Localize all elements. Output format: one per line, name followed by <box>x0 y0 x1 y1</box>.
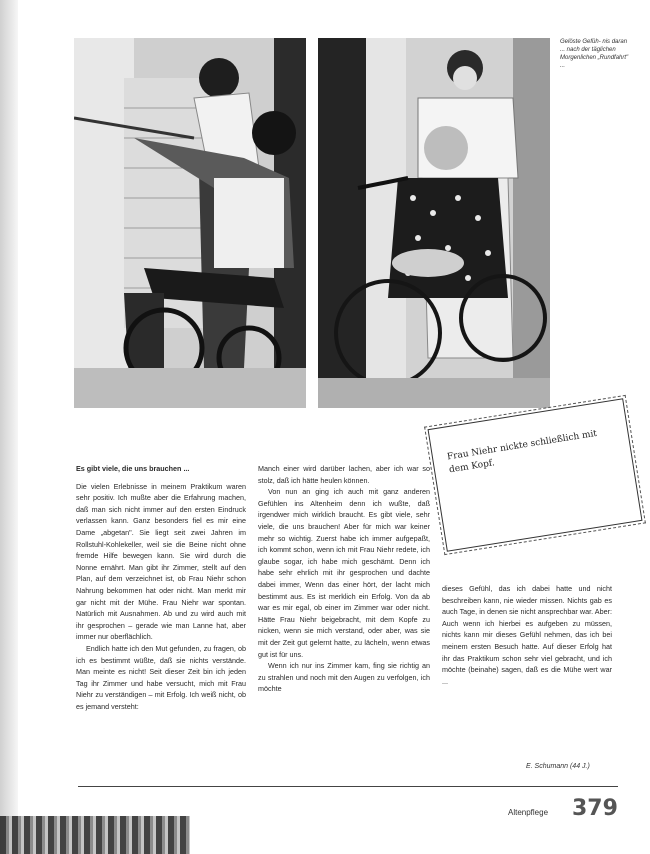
paragraph: Endlich hatte ich den Mut gefunden, zu fragen, ob ich es bestimmt wüßte, daß sie nichts verstände. Man meinte es nicht! Seit dieser Zeit bin ich jeden Tag ihr Zimmer und habe versucht, mich mit Frau Niehr zu verständigen – mit Erfolg. Ich weiß nicht, ob es jemand versteht: <box>76 643 246 711</box>
paragraph: Manch einer wird darüber lachen, aber ich war so stolz, daß ich hätte heulen können. <box>258 464 430 485</box>
text-column-3 <box>442 583 612 687</box>
photo-right-illustration <box>318 38 550 408</box>
paragraph: dieses Gefühl, das ich dabei hatte und nicht beschreiben kann, nie wieder missen. Nichts gab es auch Tage, in denen sie nicht ansprechbar war. Aber: Auch wenn ich hierbei es aufgeben zu müssen, nichts kann mir dieses Gefühl nehmen, das ich bei meinem ersten Besuch hatte. Auf dieser Erfolg hat ihr das Praktikum schon sehr viel gebracht, und ich möchte (beinahe) sagen, daß es die Mühe wert war ... <box>442 584 612 686</box>
pull-quote-text: Frau Niehr nickte schließlich mit dem Kopf. <box>446 428 598 476</box>
paragraph: Die vielen Erlebnisse in meinem Praktikum waren sehr positiv. Ich mußte aber die Erfahrung machen, daß man sich nicht immer auf den ersten Eindruck verlassen kann. Ganz besonders fiel es mir eine Dame „abgetan". Sie liegt seit zwei Jahren im Rollstuhl-Kohlekeller, weil sie die Beine nicht ohne fremde Hilfe bewegen kann. Sie wird durch die Nonne ernährt. Man gibt ihr Zimmer, stellt auf den Plan, auf dem verzeichnet ist, ob Frau Niehr schon Nahrung bekommen hat oder nicht. Man merkt mir gar nicht mit der Mühe. Frau Niehr war spontan. Natürlich mit Ausnahmen. Ab und zu wird auch mit ihr gesprochen – gerade wie man Lanne hat, aber immer nur oberflächlich. <box>76 481 246 642</box>
page-number: 379 <box>572 796 618 821</box>
photo-caption: Gelöste Gefüh- nis daran ... nach der täglichen Morgenlichen „Rundfahrt" ... <box>560 39 629 69</box>
text-column-1 <box>76 463 246 712</box>
photo-left-illustration <box>74 38 306 408</box>
text-column-2 <box>258 463 430 695</box>
footer-rule <box>78 786 618 787</box>
binding-edge <box>0 816 190 854</box>
paragraph: Von nun an ging ich auch mit ganz anderen Gefühlen ins Altenheim denn ich wußte, daß irgendwer mich wirklich braucht. Es gibt viele, sehr viele, die uns brauchen! Aber für mich war keiner mehr so wichtig. Zuerst habe ich immer aufgepaßt, ich kommt schon, wenn ich mit Frau Niehr redete, ich glaube sogar, ich habe mich geschämt. Denn ich habe sehr ehrlich mit ihr gesprochen und dachte dabei immer, Wenn das einer hört, der lacht mich bestimmt aus. Es ist merklich ein Erfolg. Von da ab war es mir egal, ob einer im Zimmer war oder nicht. Hätte Frau Niehr beigebracht, mit dem Kopfe zu nicken, wenn sie mich verstand, oder aber, was sie mit der Zeit gut gelernt hatte, zu lächeln, wenn etwas gut ist für uns. <box>258 487 430 659</box>
pull-quote-box <box>428 398 643 551</box>
section-heading: Es gibt viele, die uns brauchen ... <box>76 464 190 473</box>
photo-therapist-and-man-in-wheelchair <box>74 38 306 408</box>
photo-nurse-pushing-woman-in-wheelchair <box>318 38 550 408</box>
footer-magazine-name: Altenpflege <box>508 808 549 817</box>
paragraph: Wenn ich nur ins Zimmer kam, fing sie richtig an zu strahlen und noch mit den Augen zu verfolgen, ich möchte <box>258 661 430 694</box>
author-credit: E. Schumann (44 J.) <box>526 763 590 770</box>
page-edge-shadow <box>0 0 18 854</box>
